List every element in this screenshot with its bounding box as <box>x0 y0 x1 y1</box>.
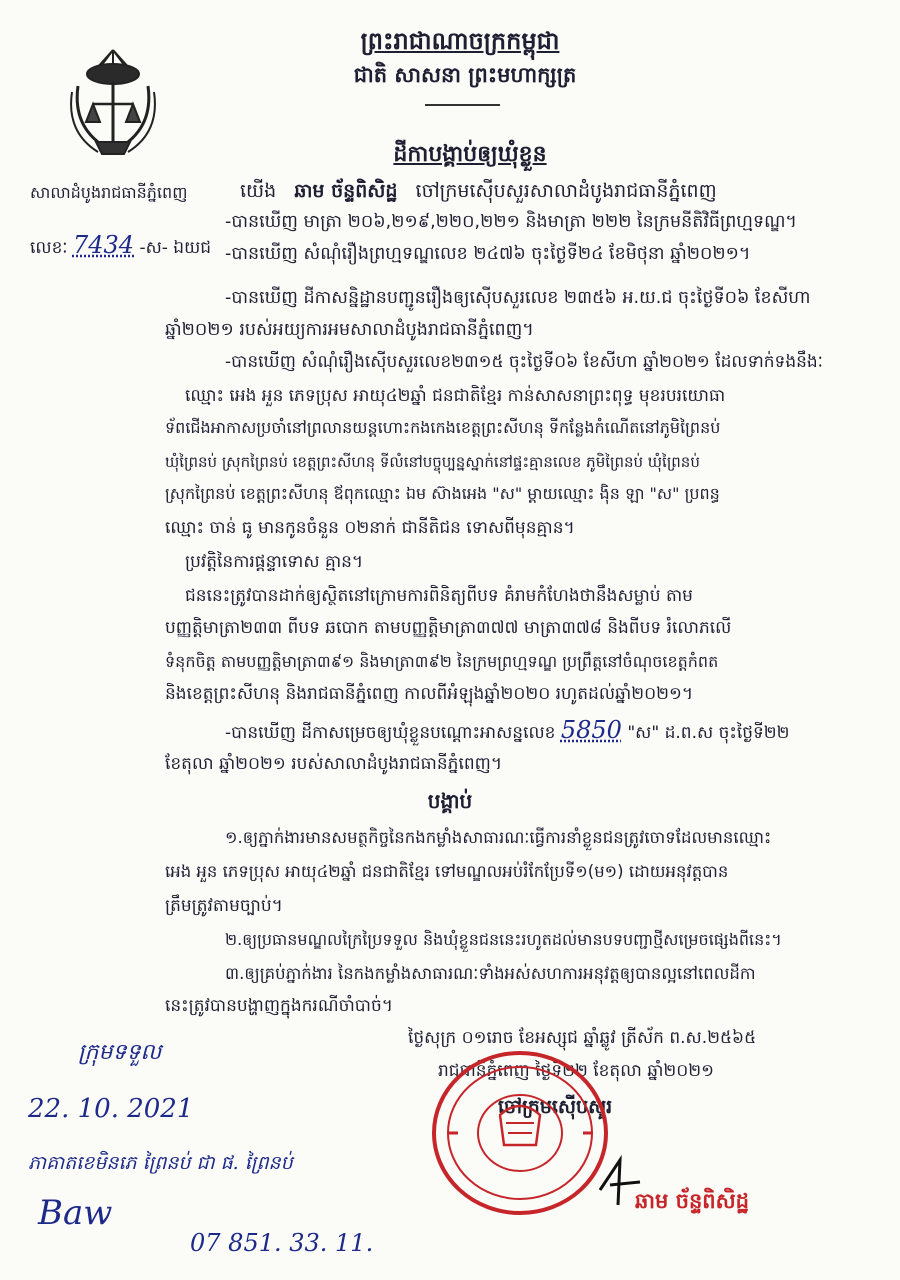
body-line: ឃុំព្រៃនប់ ស្រុកព្រៃនប់ ខេត្តព្រះសីហនុ ទីលំនៅបច្ចុប្បន្នស្នាក់នៅផ្ទះគ្មានលេខ ភូមិព្រៃនប់ ឃុំព្រៃនប់ <box>165 453 700 471</box>
solar-date: រាជធានីភ្នំពេញ ថ្ងៃទី២២ ខែតុលា ឆ្នាំ២០២១ <box>438 1061 715 1081</box>
lunar-date: ថ្ងៃសុក្រ ០១រោច ខែអស្សុជ ឆ្នាំឆ្លូវ ត្រីស័ក ព.ស.២៥៦៥ <box>408 1028 757 1048</box>
header-divider <box>425 104 500 106</box>
judge-role: ចៅក្រមស៊ើបសួរសាលាដំបូងរាជធានីភ្នំពេញ <box>415 180 717 202</box>
body-line: ប្រវត្តិនៃការផ្តន្ទាទោស គ្មាន។ <box>185 552 364 572</box>
order-line: ២.ឲ្យប្រធានមណ្ឌលក្រៃប្រៃទទួល និងឃុំខ្លួនជននេះរហូតដល់មានបទបញ្ជាថ្មីសម្រេចផ្សេងពីនេះ។ <box>225 930 782 949</box>
handwritten-received: ក្រុមទទួល <box>78 1040 162 1065</box>
body-line: ឈ្មោះ អេង អួន ភេទប្រុស អាយុ៤២ឆ្នាំ ជនជាតិខ្មែរ កាន់សាសនាព្រះពុទ្ធ មុខរបរយោធា <box>185 386 726 406</box>
intro-we: យើង <box>240 180 277 202</box>
body-line: -បានឃើញ សំណុំរឿងព្រហ្មទណ្ឌលេខ ២៤៧៦ ចុះថ្ងៃទី២៤ ខែមិថុនា ឆ្នាំ២០២១។ <box>225 244 751 264</box>
order-line: ៣.ឲ្យគ្រប់ភ្នាក់ងារ នៃកងកម្លាំងសាធារណៈទាំងអស់សហការអនុវត្តឲ្យបានល្អនៅពេលដីកា <box>225 964 756 983</box>
body-line: បញ្ញត្តិមាត្រា២៣៣ ពីបទ ឆបោក តាមបញ្ញត្តិមាត្រា៣៧៧ មាត្រា៣៧៨ និងពីបទ រំលោភលើ <box>165 618 732 638</box>
body-line: ជននេះត្រូវបានដាក់ឲ្យស្ថិតនៅក្រោមការពិនិត្យពីបទ គំរាមកំហែងថានឹងសម្លាប់ តាម <box>185 586 693 606</box>
signer-title: ចៅក្រមស៊ើបសួរ <box>498 1096 613 1118</box>
decision-prefix: -បានឃើញ ដីកាសម្រេចឲ្យឃុំខ្លួនបណ្តោះអាសន្នលេខ <box>225 723 556 743</box>
body-line-decision <box>225 714 790 749</box>
body-line: -បានឃើញ មាត្រា ២០៦,២១៩,២២០,២២១ និងមាត្រា ២២២ នៃក្រមនីតិវិធីព្រហ្មទណ្ឌ។ <box>225 212 797 232</box>
national-motto: ជាតិ សាសនា ព្រះមហាក្សត្រ <box>353 63 577 87</box>
court-name: សាលាដំបូងរាជធានីភ្នំពេញ <box>30 183 188 202</box>
handwritten-station: ភាគាតខេមិនភេ ព្រៃនប់ ជា ផ. ព្រៃនប់ <box>28 1152 293 1174</box>
judge-name: ឆាម ច័ន្ទពិសិដ្ឋ <box>294 180 398 202</box>
kingdom-heading: ព្រះរាជាណាចក្រកម្ពុជា <box>360 27 560 55</box>
body-line: និងខេត្តព្រះសីហនុ និងរាជធានីភ្នំពេញ កាលពីអំឡុងឆ្នាំ២០២០ រហូតដល់ឆ្នាំ២០២១។ <box>165 684 694 704</box>
decision-number-handwritten: 5850 <box>560 716 622 744</box>
document-title: ដីកាបង្គាប់ឲ្យឃុំខ្លួន <box>393 142 547 167</box>
body-line: ឈ្មោះ ចាន់ ធូ មានកូនចំនួន ០២នាក់ ជានីតិជន ទោសពីមុនគ្មាន។ <box>165 518 575 538</box>
body-line: ទំនុកចិត្ត តាមបញ្ញត្តិមាត្រា៣៩១ និងមាត្រា៣៩២ នៃក្រមព្រហ្មទណ្ឌ ប្រព្រឹត្តនៅចំណុចខេត្តកំពត <box>165 652 719 671</box>
reference-number <box>30 232 211 261</box>
order-heading: បង្គាប់ <box>427 789 473 813</box>
body-line: ខែតុលា ឆ្នាំ២០២១ របស់សាលាដំបូងរាជធានីភ្នំពេញ។ <box>165 754 503 774</box>
decision-suffix: "ស" ដ.ព.ស ចុះថ្ងៃទី២២ <box>627 723 790 743</box>
handwritten-phone: 07 851. 33. 11. <box>190 1229 374 1257</box>
order-line: ត្រឹមត្រូវតាមច្បាប់។ <box>165 896 283 916</box>
order-line: ១.ឲ្យភ្នាក់ងារមានសមត្ថកិច្ចនៃកងកម្លាំងសាធារណៈធ្វើការនាំខ្លួនជនត្រូវចោទដែលមានឈ្មោះ <box>225 828 772 847</box>
body-line: ស្រុកព្រៃនប់ ខេត្តព្រះសីហនុ ឪពុកឈ្មោះ ឯម ស៊ាងអេង "ស" ម្តាយឈ្មោះ ង៉ិន ឡា "ស" ប្រពន្ធ <box>165 484 720 503</box>
reference-handwritten: 7434 <box>72 231 135 259</box>
signer-name: ឆាម ច័ន្ទពិសិដ្ឋ <box>635 1189 749 1213</box>
handwritten-date: 22. 10. 2021 <box>28 1094 194 1124</box>
royal-emblem-icon <box>58 42 168 167</box>
intro-line <box>240 178 717 204</box>
order-line: នេះត្រូវបានបង្ហាញក្នុងករណីចាំបាច់។ <box>165 996 393 1016</box>
body-line: -បានឃើញ ដីកាសន្និដ្ឋានបញ្ជូនរឿងឲ្យស៊ើបសួរលេខ ២៣៥៦ អ.យ.ជ ចុះថ្ងៃទី០៦ ខែសីហា <box>225 288 811 308</box>
body-line: ឆ្នាំ២០២១ របស់អយ្យការអមសាលាដំបូងរាជធានីភ្នំពេញ។ <box>165 320 534 340</box>
handwritten-signature: Baw <box>38 1193 113 1233</box>
body-line: -បានឃើញ សំណុំរឿងស៊ើបសួរលេខ២៣១៥ ចុះថ្ងៃទី០៦ ខែសីហា ឆ្នាំ២០២១ ដែលទាក់ទងនឹងៈ <box>225 352 823 372</box>
court-seal-icon <box>428 1045 613 1220</box>
body-line: ទ័ពជើងអាកាសប្រចាំនៅព្រលានយន្តហោះកងកេងខេត្តព្រះសីហនុ ទីកន្លែងកំណើតនៅភូមិព្រៃនប់ <box>165 418 721 437</box>
reference-suffix: -ស- ឯយជ <box>139 238 212 258</box>
order-line: អេង អួន ភេទប្រុស អាយុ៤២ឆ្នាំ ជនជាតិខ្មែរ ទៅមណ្ឌលអប់រំកែប្រែទី១(ម១) ដោយអនុវត្តបាន <box>165 862 729 881</box>
reference-label: លេខៈ <box>30 238 68 258</box>
